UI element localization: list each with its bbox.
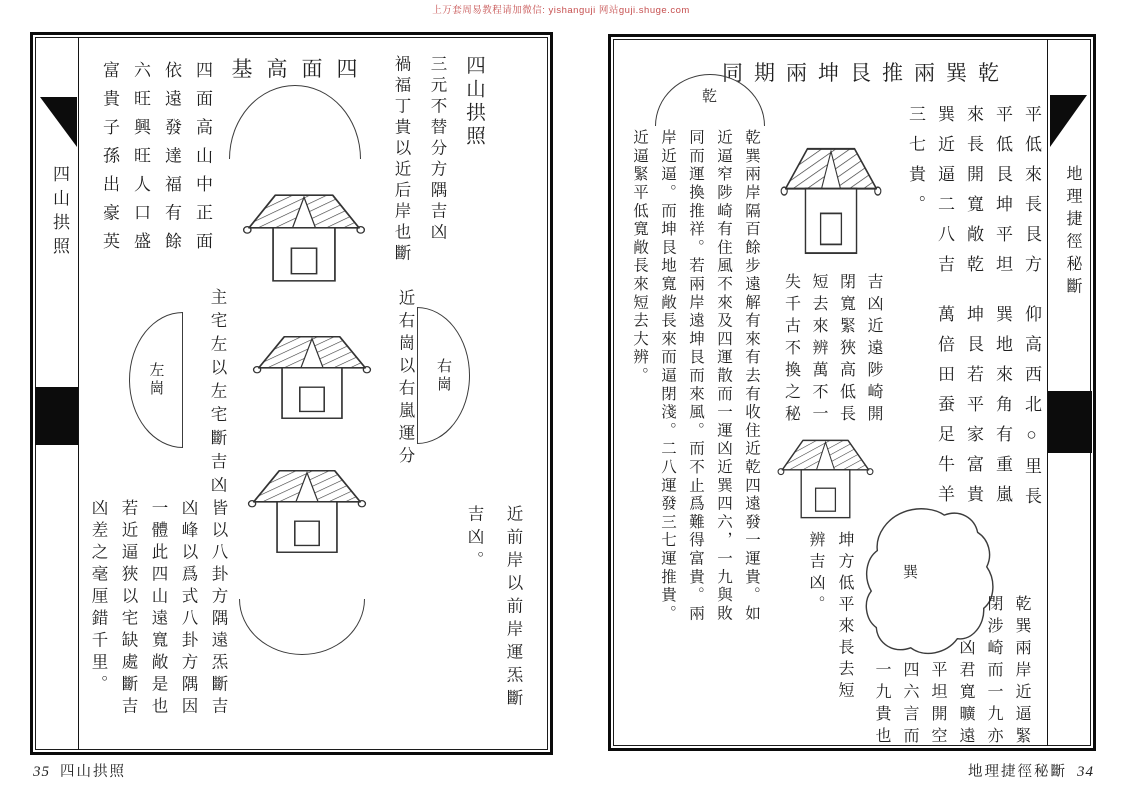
left-hill-label: 左崗 <box>147 362 164 398</box>
verse-column: 平低艮坤平坦 <box>993 105 1012 285</box>
text-column-right-ridge: 近右崗以右嵐運分 <box>396 289 415 469</box>
page-number: 35 <box>33 764 50 780</box>
right-page-top-title: 同期兩坤艮推兩巽乾 <box>722 61 1010 85</box>
text-column: 三元不替分方隅吉凶 <box>428 55 447 244</box>
left-page-margin-strip <box>35 37 79 750</box>
left-page-topright-text <box>391 55 491 313</box>
binding-mark-block <box>1048 391 1092 453</box>
left-page-footer <box>33 760 126 781</box>
right-hill-label: 右崗 <box>435 357 451 394</box>
dome-label: 乾 <box>700 88 716 103</box>
text-column: 皆以八卦方隅遠炁斷吉 <box>209 499 228 719</box>
right-page <box>608 34 1096 751</box>
watermark-text: 上万套周易教程请加微信: yishanguji 网站guji.shuge.com <box>432 5 690 16</box>
verse-column: 失千古不換之秘 <box>782 273 800 427</box>
verse-column: 仰高西北○里長 <box>1022 305 1041 517</box>
text-column: 凶差之毫厘錯千里。 <box>89 499 108 697</box>
binding-mark-triangle <box>40 97 77 147</box>
text-column-main-house: 主宅左以左宅斷吉凶 <box>208 288 227 500</box>
footer-title: 地理捷徑秘斷 <box>968 764 1067 780</box>
text-column: 凶君寬曠遠 <box>957 639 974 749</box>
left-page-margin-title: 四山拱照 <box>50 165 69 261</box>
right-page-blobside-text <box>791 531 859 719</box>
text-column: 四六言而 <box>901 661 918 749</box>
blob-label: 巽 <box>901 564 917 579</box>
right-page-margin-title: 地理捷徑秘斷 <box>1064 165 1081 300</box>
verse-column: 短去來辨萬不一 <box>810 273 827 427</box>
text-column: 一體此四山遠寬敞是也 <box>149 499 168 719</box>
text-column: 坤方低平來長去短 <box>836 531 853 703</box>
verse-column: 巽近逼二八吉 <box>935 105 954 285</box>
text-column: 若近逼狹以宅缺處斷吉 <box>119 499 138 719</box>
prose-column: 同而運換推祥。若兩岸遠坤艮而來風。而不止爲難得富貴。兩 <box>687 129 704 624</box>
left-page-topleft-verse <box>78 61 218 311</box>
house-diagram <box>241 187 367 289</box>
left-page-top-title: 基高面四 <box>231 57 372 81</box>
text-column: 辨吉凶。 <box>807 531 824 617</box>
text-column: 一九貴也 <box>873 661 890 749</box>
footer-title: 四山拱照 <box>60 764 126 780</box>
verse-column: 巽地來角有重嵐 <box>993 305 1012 515</box>
prose-column: 近逼窄陟崎有住風不來及四運散而一運凶近巽四六，一九與敗 <box>715 129 732 624</box>
left-page-bottomright-text <box>431 505 533 755</box>
verse-column: 平低來長艮方 <box>1022 105 1041 285</box>
text-column: 閉涉崎而一九亦 <box>985 595 1002 749</box>
text-column: 平坦開空 <box>929 661 946 749</box>
right-page-prose <box>625 129 765 643</box>
right-page-bottomright-text <box>865 581 1035 749</box>
left-page <box>30 32 553 755</box>
verse-column: 閉寬緊狹高低長 <box>837 273 855 427</box>
verse-column: 萬倍田蚕足牛羊 <box>935 305 954 515</box>
verse-column: 依遠發達福有餘 <box>162 61 181 261</box>
verse-column: 富貴子孫出豪英 <box>100 61 119 261</box>
prose-column: 岸近逼。而坤艮地寬敞長來而逼閉淺。二八運發三七運推貴。 <box>659 129 676 624</box>
right-page-footer <box>968 760 1094 781</box>
verse-column: 四面高山中正面 <box>193 61 212 261</box>
house-diagram <box>776 433 875 525</box>
left-page-bottomleft-text <box>77 499 233 755</box>
verse-column: 三七貴。 <box>906 105 925 225</box>
right-page-mid-verse <box>777 273 887 441</box>
page-number: 34 <box>1077 764 1094 780</box>
prose-column: 近逼緊平低寬敞長來短去大辨。 <box>631 129 648 386</box>
binding-mark-triangle <box>1050 95 1087 147</box>
text-column: 近前岸以前岸運炁斷 <box>504 505 523 712</box>
verse-column: 六旺興旺人口盛 <box>131 61 150 261</box>
verse-column: 來長開寬敞乾 <box>964 105 983 285</box>
house-diagram <box>246 463 368 560</box>
house-diagram <box>251 329 373 426</box>
right-page-margin-strip <box>1047 39 1091 746</box>
text-column: 吉凶。 <box>465 505 484 574</box>
section-header-column: 四山拱照 <box>463 55 484 149</box>
text-column: 凶峰以爲式八卦方隅因 <box>179 499 198 719</box>
binding-mark-block <box>35 387 78 445</box>
prose-column: 乾巽兩岸隔百餘步遠解有來有去有收住近乾四遠發一運貴。如 <box>743 129 760 624</box>
house-diagram <box>779 139 883 263</box>
verse-column: 坤艮若平家富貴 <box>964 305 983 515</box>
text-column: 乾巽兩岸近逼緊 <box>1013 595 1030 749</box>
verse-column: 吉凶近遠陟崎開 <box>865 273 882 427</box>
text-column: 禍福丁貴以近后岸也斷 <box>392 55 411 265</box>
